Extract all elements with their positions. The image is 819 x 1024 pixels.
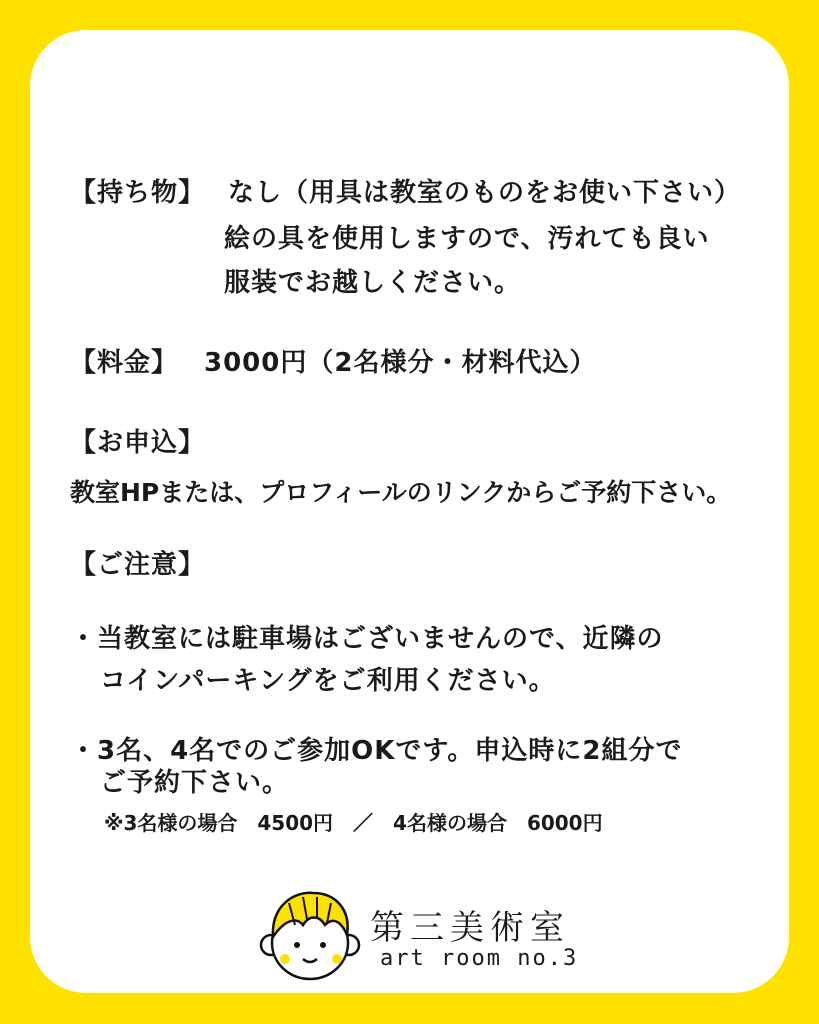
logo-subtitle: art room no.3 [380, 946, 579, 971]
apply-text: 教室HPまたは、プロフィールのリンクからご予約下さい。 [70, 478, 732, 507]
boy-face-logo-icon [255, 885, 365, 985]
notice-item-1-line-2: コインパーキングをご利用ください。 [100, 666, 556, 696]
content-card [30, 30, 789, 993]
belongings-label: 【持ち物】 [70, 178, 206, 208]
logo-title: 第三美術室 [370, 908, 570, 948]
notice-item-2-line-1: ・3名、4名でのご参加OKです。申込時に2組分で [70, 736, 683, 766]
notice-item-2-line-2: ご予約下さい。 [100, 768, 290, 798]
fee-label: 【料金】 [70, 348, 179, 378]
belongings-line-3: 服装でお越しください。 [224, 268, 522, 298]
apply-label: 【お申込】 [70, 428, 206, 458]
notice-item-1-line-1: ・当教室には駐車場はございませんので、近隣の [70, 624, 664, 654]
fee-value: 3000円（2名様分・材料代込） [204, 348, 597, 378]
notice-label: 【ご注意】 [70, 550, 206, 580]
price-note: ※3名様の場合 4500円 ／ 4名様の場合 6000円 [104, 811, 603, 835]
belongings-line-2: 絵の具を使用しますので、汚れても良い [224, 224, 710, 254]
belongings-line-1: なし（用具は教室のものをお使い下さい） [228, 178, 742, 208]
